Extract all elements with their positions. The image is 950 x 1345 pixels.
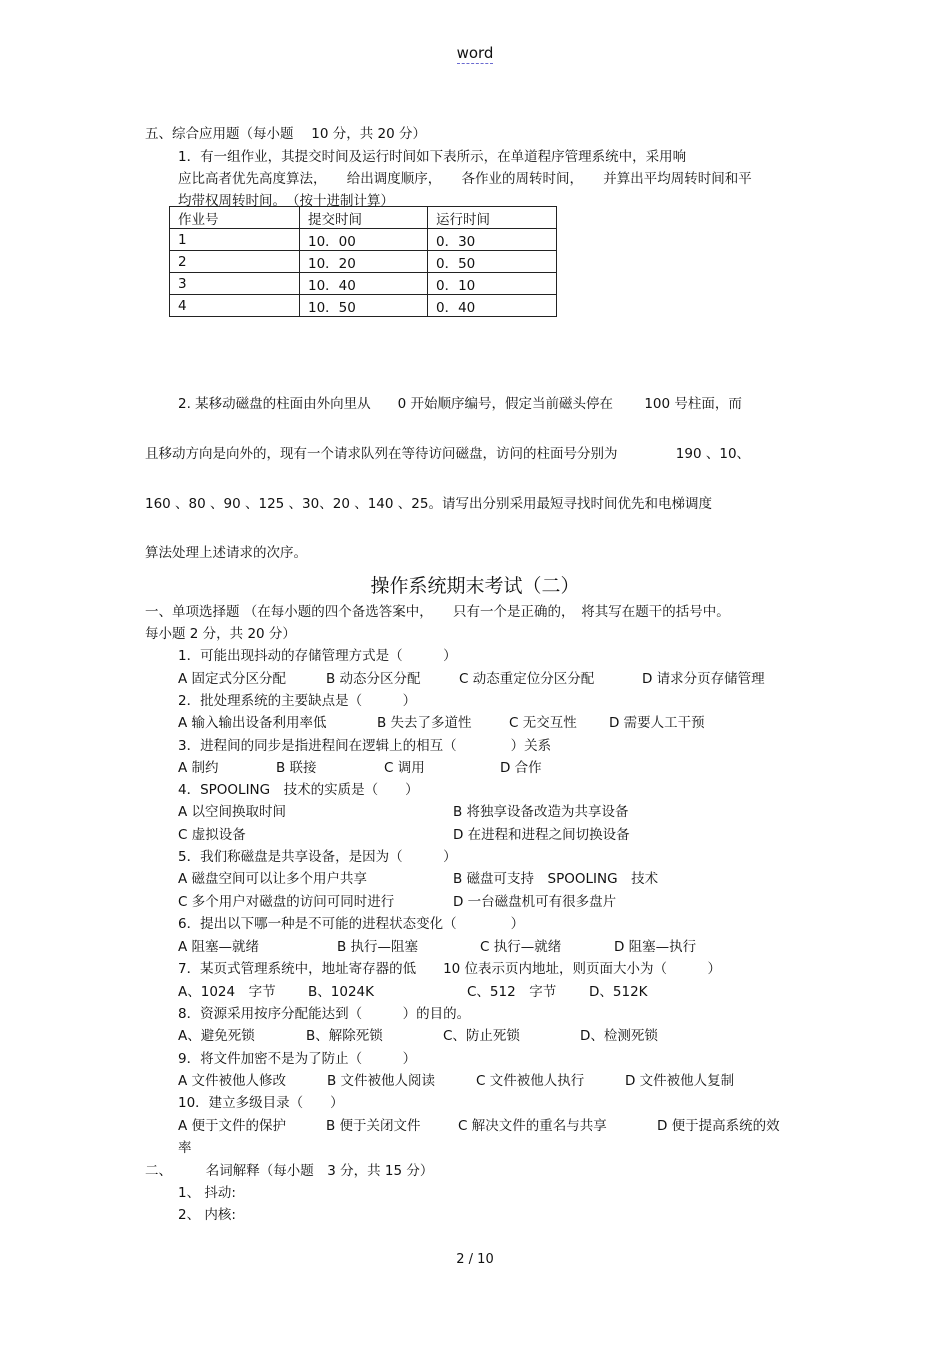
option-a: A、避免死锁: [178, 1028, 255, 1044]
option-b: B 便于关闭文件: [326, 1118, 421, 1134]
option-a: A 磁盘空间可以让多个用户共享: [178, 871, 368, 887]
table-cell: 0．30: [428, 229, 557, 251]
option-c: C 动态重定位分区分配: [459, 671, 595, 687]
option-b: B、1024K: [308, 984, 374, 1000]
option-d: D 阻塞—执行: [614, 939, 697, 955]
table-cell: 4: [170, 295, 300, 317]
option-b: B、解除死锁: [306, 1028, 383, 1044]
question-stem: 9．将文件加密不是为了防止（ ）: [178, 1051, 417, 1067]
option-c: C 文件被他人执行: [476, 1073, 585, 1089]
option-c: C、防止死锁: [443, 1028, 520, 1044]
question-stem: 5．我们称磁盘是共享设备，是因为（ ）: [178, 849, 457, 865]
option-a: A 便于文件的保护: [178, 1118, 287, 1134]
option-b: B 磁盘可支持 SPOOLING 技术: [453, 871, 659, 887]
option-a: A 输入输出设备利用率低: [178, 715, 327, 731]
section2-heading: 二、 名词解释（每小题 3 分，共 15 分）: [145, 1163, 434, 1179]
option-c: C 虚拟设备: [178, 827, 246, 843]
question-stem: 2．批处理系统的主要缺点是（ ）: [178, 693, 417, 709]
exam-title: 操作系统期末考试（二）: [370, 575, 580, 597]
question-stem: 4．SPOOLING 技术的实质是（ ）: [178, 782, 419, 798]
table-cell: 0．40: [428, 295, 557, 317]
jobs-table: [169, 206, 557, 317]
table-row: [170, 229, 557, 251]
q1-line1: 1．有一组作业，其提交时间及运行时间如下表所示，在单道程序管理系统中，采用响: [178, 149, 687, 165]
option-b: B 执行—阻塞: [337, 939, 419, 955]
option-d: D 合作: [500, 760, 542, 776]
q1-line3: 均带权周转时间。 （按十进制计算）: [178, 193, 394, 209]
option-b: B 文件被他人阅读: [327, 1073, 436, 1089]
option-c: C 执行—就绪: [480, 939, 562, 955]
option-a: A 阻塞—就绪: [178, 939, 260, 955]
option-d: D 便于提高系统的效: [657, 1118, 780, 1134]
option-d: D 需要人工干预: [609, 715, 705, 731]
q2-line2: 且移动方向是向外的，现有一个请求队列在等待访问磁盘，访问的柱面号分别为 190 、10、: [145, 446, 751, 462]
q2-line1: 2. 某移动磁盘的柱面由外向里从 0 开始顺序编号，假定当前磁头停在 100 号柱面，而: [178, 396, 742, 412]
option-b: B 失去了多道性: [377, 715, 472, 731]
option-c: C、512 字节: [467, 984, 557, 1000]
option-d: D 请求分页存储管理: [642, 671, 765, 687]
question-stem: 7．某页式管理系统中，地址寄存器的低 10 位表示页内地址，则页面大小为（ ）: [178, 961, 722, 977]
option-d: D、512K: [589, 984, 648, 1000]
table-cell: 10．50: [300, 295, 428, 317]
term-item: 2、 内核:: [178, 1207, 236, 1223]
q2-line3: 160 、80 、90 、125 、30、20 、140 、25。请写出分别采用最短寻找时间优先和电梯调度: [145, 496, 712, 512]
term-item: 1、 抖动:: [178, 1185, 236, 1201]
table-cell: 1: [170, 229, 300, 251]
option-b: B 联接: [276, 760, 317, 776]
table-header-cell: 作业号: [170, 207, 300, 229]
option-a: A 制约: [178, 760, 219, 776]
option-d: D 文件被他人复制: [625, 1073, 735, 1089]
question-stem: 8．资源采用按序分配能达到（ ）的目的。: [178, 1006, 471, 1022]
section5-heading: 五、综合应用题（每小题 10 分，共 20 分）: [145, 126, 427, 142]
option-c: C 调用: [384, 760, 425, 776]
option-a: A 文件被他人修改: [178, 1073, 287, 1089]
option-c: C 无交互性: [509, 715, 577, 731]
option-b: B 将独享设备改造为共享设备: [453, 804, 629, 820]
table-header-cell: 提交时间: [300, 207, 428, 229]
option-c: C 解决文件的重名与共享: [458, 1118, 607, 1134]
table-cell: 10．40: [300, 273, 428, 295]
table-cell: 0．10: [428, 273, 557, 295]
section1-heading-line2: 每小题 2 分，共 20 分）: [145, 626, 296, 642]
option-wrap: 率: [178, 1140, 192, 1156]
option-a: A、1024 字节: [178, 984, 276, 1000]
header-word: word: [456, 44, 494, 62]
option-a: A 以空间换取时间: [178, 804, 287, 820]
table-cell: 3: [170, 273, 300, 295]
question-stem: 3．进程间的同步是指进程间在逻辑上的相互（ ）关系: [178, 738, 552, 754]
option-d: D 在进程和进程之间切换设备: [453, 827, 630, 843]
page-number: 2 / 10: [456, 1252, 494, 1267]
table-row: [170, 295, 557, 317]
table-cell: 10．20: [300, 251, 428, 273]
option-d: D 一台磁盘机可有很多盘片: [453, 894, 617, 910]
table-row: [170, 273, 557, 295]
q1-line2: 应比高者优先高度算法， 给出调度顺序， 各作业的周转时间， 并算出平均周转时间和平: [178, 171, 752, 187]
section1-heading-line1: 一、单项选择题 （在每小题的四个备选答案中， 只有一个是正确的， 将其写在题干的括号中。: [145, 604, 730, 620]
option-a: A 固定式分区分配: [178, 671, 287, 687]
table-cell: 10．00: [300, 229, 428, 251]
page-header: [0, 44, 950, 62]
q2-line4: 算法处理上述请求的次序。: [145, 545, 307, 561]
option-d: D、检测死锁: [580, 1028, 658, 1044]
table-row: [170, 251, 557, 273]
option-b: B 动态分区分配: [326, 671, 421, 687]
table-header-row: [170, 207, 557, 229]
question-stem: 6．提出以下哪一种是不可能的进程状态变化（ ）: [178, 916, 525, 932]
question-stem: 10．建立多级目录（ ）: [178, 1095, 344, 1111]
table-cell: 0．50: [428, 251, 557, 273]
option-c: C 多个用户对磁盘的访问可同时进行: [178, 894, 395, 910]
table-cell: 2: [170, 251, 300, 273]
table-header-cell: 运行时间: [428, 207, 557, 229]
question-stem: 1．可能出现抖动的存储管理方式是（ ）: [178, 648, 457, 664]
